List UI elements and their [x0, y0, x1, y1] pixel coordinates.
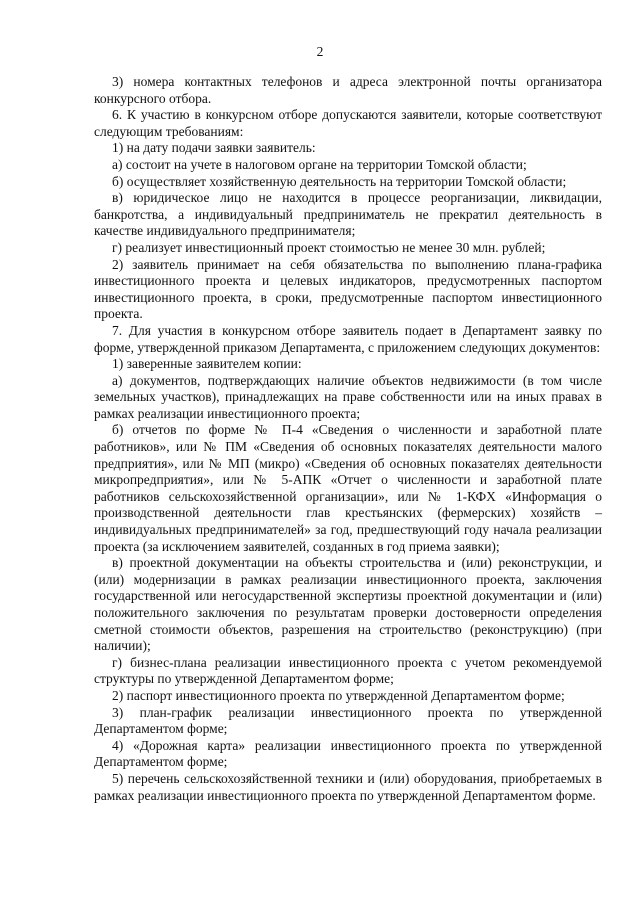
paragraph: 2) заявитель принимает на себя обязательства по выполнению плана-графика инвестиционного проекта и целевых индикаторов, предусмотренных паспортом инвестиционного проекта, в сроки, предусмотренные паспортом инвестиционного проекта. — [94, 256, 602, 322]
paragraph: 1) на дату подачи заявки заявитель: — [112, 140, 316, 156]
paragraph: в) юридическое лицо не находится в процессе реорганизации, ликвидации, банкротства, а индивидуальный предприниматель не прекратил деятельность в качестве индивидуального предпринимателя; — [94, 190, 602, 239]
paragraph: 3) номера контактных телефонов и адреса электронной почты организатора конкурсного отбора. — [94, 74, 602, 106]
paragraph: а) документов, подтверждающих наличие объектов недвижимости (в том числе земельных участков), принадлежащих на праве собственности или на иных правах в рамках реализации инвестиционного проекта; — [94, 372, 602, 421]
paragraph: а) состоит на учете в налоговом органе на территории Томской области; — [112, 156, 527, 172]
paragraph: 4) «Дорожная карта» реализации инвестиционного проекта по утвержденной Департаментом форме; — [94, 737, 602, 770]
paragraph: 3) план-график реализации инвестиционного проекта по утвержденной Департаментом форме; — [94, 704, 602, 737]
paragraph: 2) паспорт инвестиционного проекта по утвержденной Департаментом форме; — [112, 687, 565, 703]
paragraph: в) проектной документации на объекты строительства и (или) реконструкции, и (или) модернизации в рамках реализации инвестиционного проекта, заключения государственной или негосударственной экспертизы проектной документации и (или) положительного заключения по результатам проверки достоверности определения сметной стоимости объектов, разрешения на строительство (реконструкцию) (при наличии); — [94, 555, 602, 654]
paragraph: б) осуществляет хозяйственную деятельность на территории Томской области; — [112, 173, 567, 189]
paragraph: б) отчетов по форме № П-4 «Сведения о численности и заработной плате работников», или № ПМ «Сведения об основных показателях деятельности малого предприятия», или № МП (микро) «Сведения об основных показателях деятельности микропредприятия», или № 5-АПК «Отчет о численности и заработной плате работников сельскохозяйственной организации», или № 1-КФХ «Информация о производственной деятельности глав крестьянских (фермерских) хозяйств – индивидуальных предпринимателей» за год, предшествующий году начала реализации проекта (за исключением заявителей, созданных в год приема заявки); — [94, 422, 602, 554]
paragraph: 5) перечень сельскохозяйственной техники и (или) оборудования, приобретаемых в рамках реализации инвестиционного проекта по утвержденной Департаментом форме. — [94, 770, 602, 803]
page-number: 2 — [316, 44, 324, 59]
paragraph: 7. Для участия в конкурсном отборе заявитель подает в Департамент заявку по форме, утвержденной приказом Департамента, с приложением следующих документов: — [94, 322, 602, 355]
paragraph: г) бизнес-плана реализации инвестиционного проекта с учетом рекомендуемой структуры по утвержденной Департаментом форме; — [94, 654, 602, 687]
paragraph: 1) заверенные заявителем копии: — [112, 356, 302, 372]
paragraph: 6. К участию в конкурсном отборе допускаются заявители, которые соответствуют следующим требованиям: — [94, 107, 602, 139]
document-body — [94, 74, 602, 804]
paragraph: г) реализует инвестиционный проект стоимостью не менее 30 млн. рублей; — [112, 239, 546, 255]
